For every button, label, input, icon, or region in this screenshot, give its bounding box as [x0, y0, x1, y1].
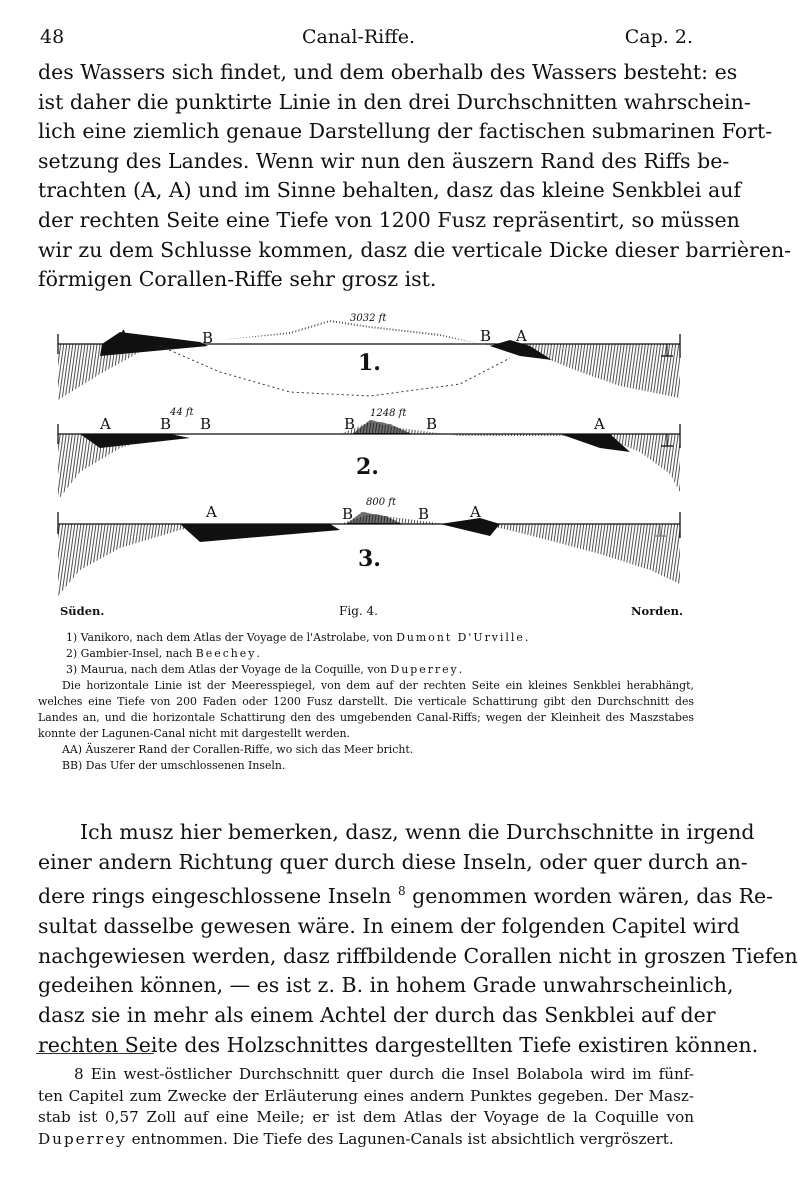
caption-item-end: .: [458, 663, 463, 676]
label-b-2c: B: [344, 415, 356, 433]
label-a-right-1: A: [516, 327, 527, 345]
text-line-with-footnote: [38, 877, 774, 912]
text-line: der rechten Seite eine Tiefe von 1200 Fusz repräsentirt, so müssen: [38, 207, 740, 232]
figure-4-cross-sections: [40, 312, 688, 602]
text-fragment: genommen worden wären, das Re-: [412, 884, 774, 909]
text-line: des Wassers sich findet, und dem oberhalb des Wassers besteht: es: [38, 60, 738, 84]
reef-center-2: [352, 420, 412, 434]
paragraph-mid: [38, 818, 798, 1060]
text-line: ist daher die punktirte Linie in den drei Durchschnitten wahrschein-: [38, 89, 751, 114]
caption-key-aa: AA) Äuszerer Rand der Corallen-Riffe, wo sich das Meer bricht.: [62, 743, 414, 756]
label-north: Norden.: [631, 604, 683, 618]
footnote-marker: 8: [397, 884, 406, 899]
caption-item-text: 1) Vanikoro, nach dem Atlas der Voyage de l'Astrolabe, von: [66, 631, 397, 644]
section-number-2: 2.: [356, 454, 379, 480]
label-b-left-1: B: [202, 329, 214, 347]
text-fragment: dere rings eingeschlossene Inseln: [38, 884, 392, 909]
depth-label-3: 800 ft: [366, 497, 396, 508]
footnote-line: [38, 1129, 694, 1151]
text-line: förmigen Corallen-Riffe sehr grosz ist.: [38, 267, 437, 292]
text-line: gedeihen können, — es ist z. B. in hohem Grade unwahrscheinlich,: [38, 973, 734, 998]
caption-item-end: .: [256, 647, 260, 660]
text-line: trachten (A, A) und im Sinne behalten, dasz das kleine Senkblei auf: [38, 178, 742, 203]
caption-item-1: [38, 630, 694, 646]
section-number-3: 3.: [358, 546, 381, 572]
footnote-text: entnommen. Die Tiefe des Lagunen-Canals ist absichtlich vergröszert.: [126, 1129, 674, 1148]
caption-item-text: 3) Maurua, nach dem Atlas der Voyage de la Coquille, von: [66, 663, 391, 676]
footnote: [38, 1064, 694, 1150]
dotted-submarine-line-1: [160, 346, 510, 396]
label-a-left-3: A: [206, 503, 217, 521]
label-b-right-3: B: [418, 505, 430, 523]
text-line: einer andern Richtung quer durch diese Inseln, oder quer durch an-: [38, 849, 748, 874]
label-a-left-1: A: [118, 327, 129, 345]
paragraph-top: [38, 58, 792, 295]
depth-label-2: 1248 ft: [370, 408, 407, 419]
text-line: sultat dasselbe gewesen wäre. In einem der folgenden Capitel wird: [38, 913, 740, 938]
reef-left-3: [180, 524, 340, 542]
running-title: Canal-Riffe.: [301, 26, 416, 48]
caption-key-bb: BB) Das Ufer der umschlossenen Inseln.: [62, 759, 286, 772]
caption-item-text: 2) Gambier-Insel, nach: [66, 647, 196, 660]
label-south: Süden.: [60, 604, 105, 618]
label-a-left-2: A: [100, 415, 111, 433]
label-b-2a: B: [160, 415, 172, 433]
footnote-line: ten Capitel zum Zwecke der Erläuterung eines andern Punktes gegeben. Der Masz-: [38, 1086, 694, 1105]
caption-description: Die horizontale Linie ist der Meeresspiegel, von dem auf der rechten Seite ein kleines Senkblei herabhängt, welches eine Tiefe von 200 Faden oder 1200 Fusz darstellt. Die verticale Schattirung gibt den Durchschnitt des Landes an, und die horizontale Schattirung den des umgebenden Canal-Riffs; wegen der Kleinheit des Maszstabes konnte der Lagunen-Canal nicht mit dargestellt werden.: [38, 679, 694, 740]
caption-item-3: [38, 662, 694, 678]
depth-label-1: 3032 ft: [350, 313, 387, 324]
footnote-line: 8 Ein west-östlicher Durchschnitt quer durch die Insel Bolabola wird im fünf-: [74, 1065, 694, 1083]
text-line: wir zu dem Schlusse kommen, dasz die verticale Dicke dieser barrièren-: [38, 237, 792, 262]
footnote-line: stab ist 0,57 Zoll auf eine Meile; er ist dem Atlas der Voyage de la Coquille von: [38, 1108, 694, 1127]
caption-item-author: Duperrey: [390, 663, 459, 676]
depth-label-2-left: 44 ft: [170, 407, 194, 418]
chapter-label: Cap. 2.: [624, 26, 693, 48]
label-a-right-3: A: [470, 503, 481, 521]
label-b-2d: B: [426, 415, 438, 433]
text-line: Ich musz hier bemerken, dasz, wenn die Durchschnitte in irgend: [80, 820, 755, 844]
caption-item-author: Beechey: [195, 647, 257, 660]
label-a-right-2: A: [594, 415, 605, 433]
figure-label: Fig. 4.: [339, 604, 378, 618]
caption-item-end: .: [524, 631, 529, 644]
footnote-author: Duperrey: [38, 1129, 127, 1148]
page-number: 48: [40, 26, 65, 48]
label-b-right-1: B: [480, 327, 492, 345]
text-line: setzung des Landes. Wenn wir nun den äuszern Rand des Riffs be-: [38, 148, 730, 173]
caption-item-author: Dumont D'Urville: [396, 631, 525, 644]
figure-caption: [38, 630, 694, 774]
text-line: rechten Seite des Holzschnittes dargestellten Tiefe existiren können.: [38, 1032, 759, 1057]
caption-item-2: [38, 646, 694, 662]
text-line: lich eine ziemlich genaue Darstellung der factischen submarinen Fort-: [38, 119, 773, 144]
label-b-2b: B: [200, 415, 212, 433]
section-number-1: 1.: [358, 350, 381, 376]
text-line: nachgewiesen werden, dasz riffbildende Corallen nicht in groszen Tiefen: [38, 943, 798, 968]
footnote-rule: [36, 1053, 154, 1054]
label-b-left-3: B: [342, 505, 354, 523]
text-line: dasz sie in mehr als einem Achtel der durch das Senkblei auf der: [38, 1003, 716, 1028]
